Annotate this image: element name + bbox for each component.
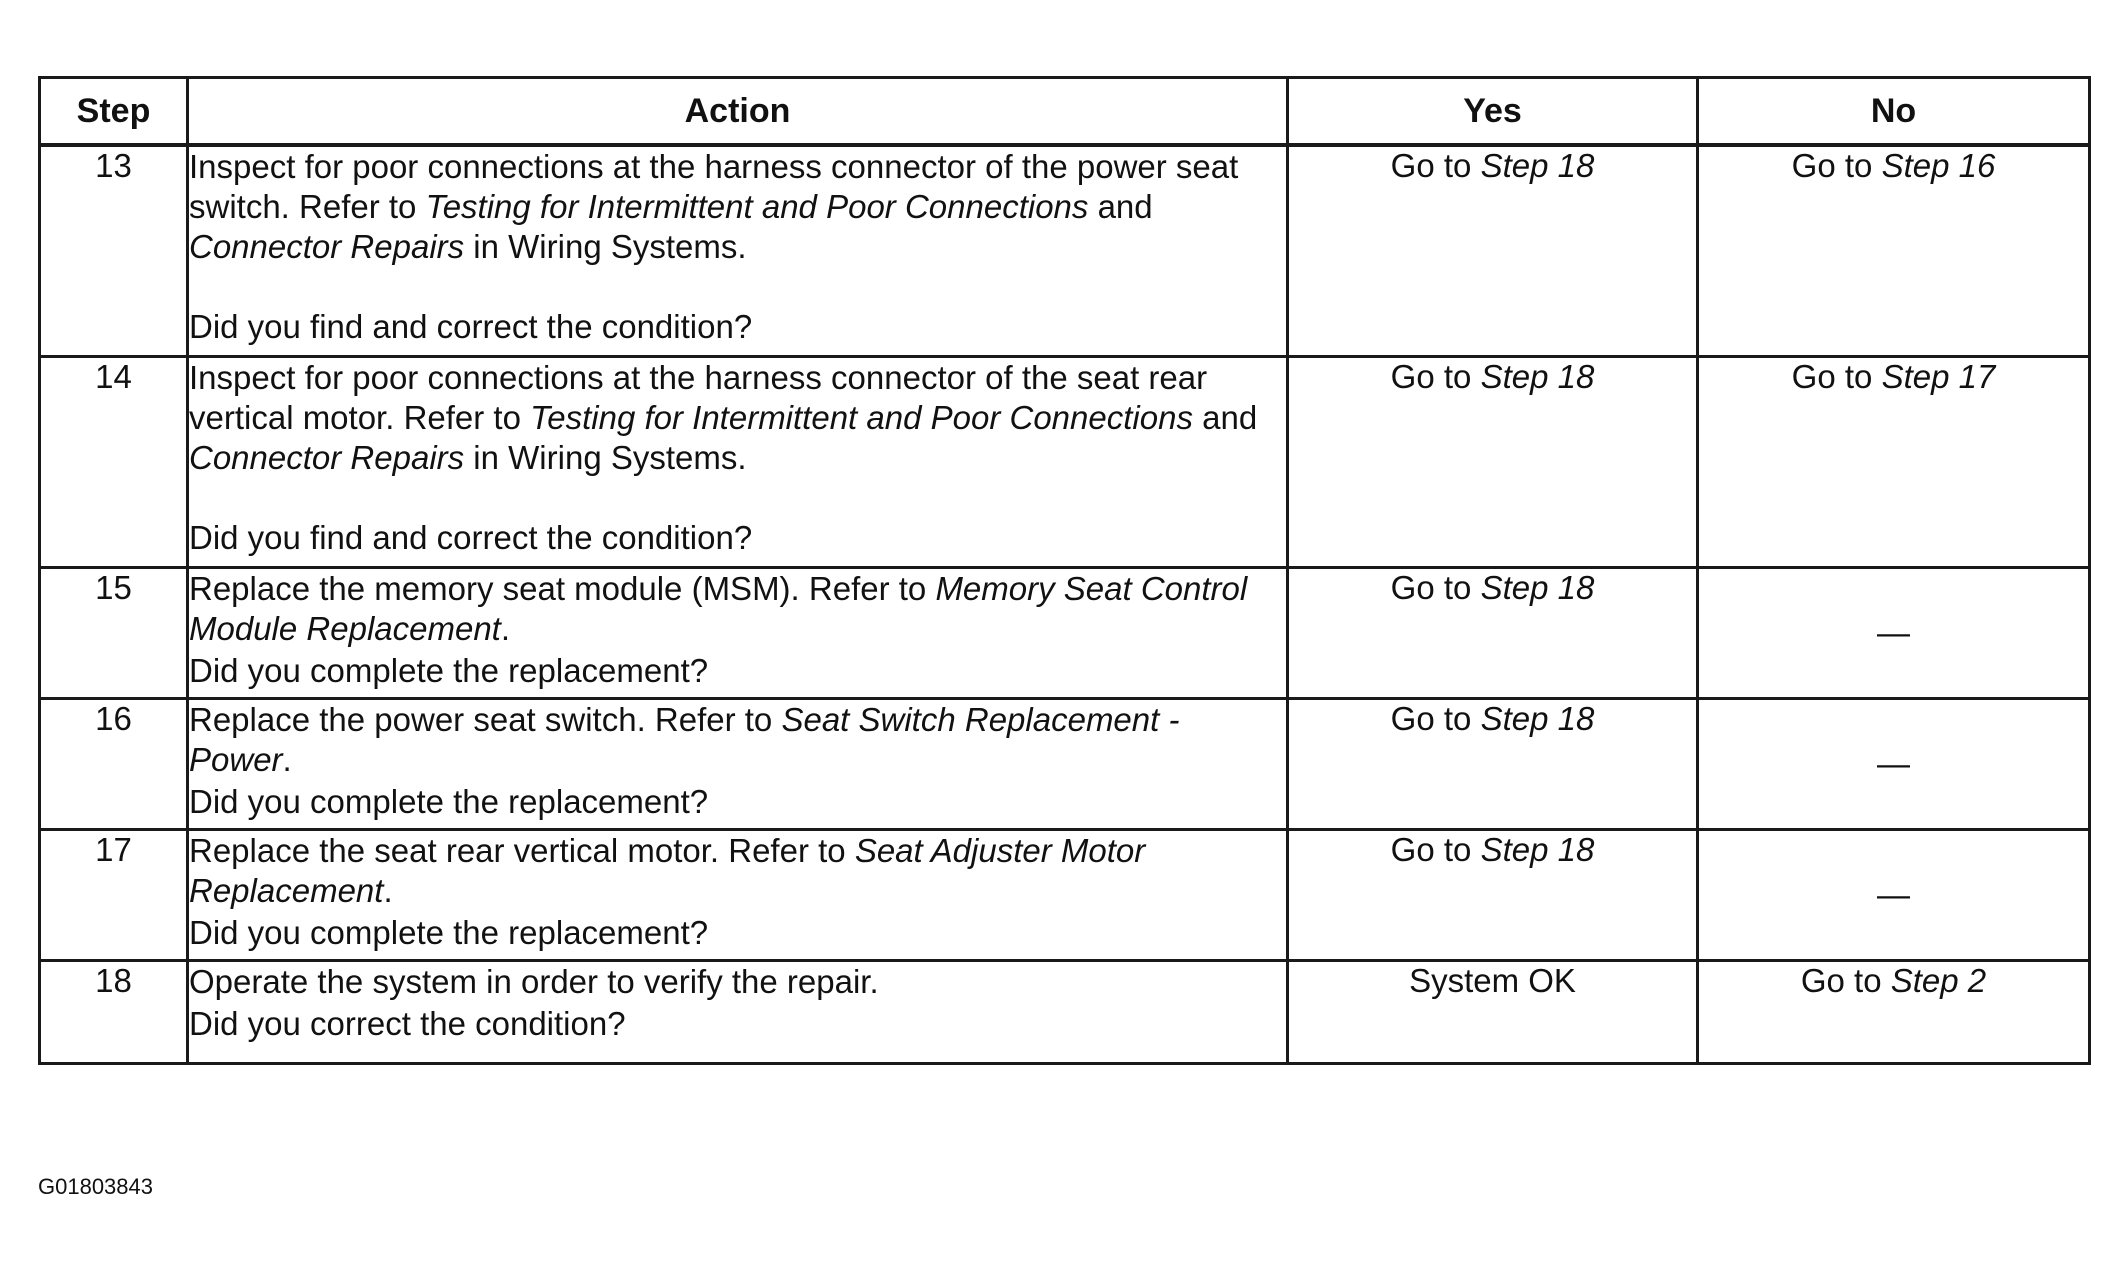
- table-row: [40, 830, 2090, 961]
- yes-step-link[interactable]: Step 18: [1480, 147, 1595, 184]
- instruction-text: Inspect for poor connections at the harness connector of the power seat switch. Refer to: [189, 148, 1239, 225]
- no-step-link[interactable]: Step 2: [1890, 962, 1987, 999]
- table-row: [40, 699, 2090, 830]
- reference-title: Connector Repairs: [189, 228, 465, 265]
- action-question: Did you find and correct the condition?: [189, 308, 753, 345]
- instruction-text: Replace the memory seat module (MSM). Refer to: [189, 570, 936, 607]
- step-number: 18: [40, 961, 188, 1064]
- action-instruction: [189, 700, 1286, 780]
- action-cell: [188, 830, 1288, 961]
- yes-goto-prefix: Go to: [1390, 147, 1481, 184]
- yes-cell: [1288, 568, 1698, 699]
- reference-title: Testing for Intermittent and Poor Connections: [425, 188, 1089, 225]
- no-result-dash: —: [1877, 745, 1910, 782]
- no-step-link[interactable]: Step 17: [1881, 358, 1996, 395]
- yes-cell: [1288, 961, 1698, 1064]
- action-question: Did you complete the replacement?: [189, 914, 709, 951]
- instruction-text: .: [282, 741, 292, 778]
- no-cell: [1698, 699, 2090, 830]
- action-question: Did you complete the replacement?: [189, 652, 709, 689]
- reference-title: Seat Adjuster Motor Replacement: [189, 832, 1146, 909]
- header-no: No: [1698, 78, 2090, 146]
- action-cell: [188, 145, 1288, 357]
- yes-cell: [1288, 830, 1698, 961]
- header-step: Step: [40, 78, 188, 146]
- diagnostic-table: [38, 76, 2091, 1065]
- action-question: Did you find and correct the condition?: [189, 519, 753, 556]
- yes-cell: [1288, 145, 1698, 357]
- table-row: [40, 568, 2090, 699]
- table-row: [40, 961, 2090, 1064]
- instruction-text: and: [1088, 188, 1153, 225]
- header-action: Action: [188, 78, 1288, 146]
- instruction-text: Replace the power seat switch. Refer to: [189, 701, 782, 738]
- header-yes: Yes: [1288, 78, 1698, 146]
- action-instruction: [189, 962, 1286, 1002]
- step-number: 14: [40, 357, 188, 568]
- no-cell: [1698, 830, 2090, 961]
- action-cell: [188, 961, 1288, 1064]
- action-cell: [188, 568, 1288, 699]
- yes-cell: [1288, 699, 1698, 830]
- spacer: [189, 267, 1286, 307]
- reference-title: Memory Seat Control Module Replacement: [189, 570, 1248, 647]
- no-cell: [1698, 568, 2090, 699]
- action-instruction: [189, 831, 1286, 911]
- yes-step-link[interactable]: Step 18: [1480, 831, 1595, 868]
- table-header-row: [40, 78, 2090, 146]
- table-row: [40, 357, 2090, 568]
- instruction-text: Inspect for poor connections at the harness connector of the seat rear vertical motor. Refer to: [189, 359, 1208, 436]
- step-number: 13: [40, 145, 188, 357]
- no-result-dash: —: [1877, 614, 1910, 651]
- yes-goto-prefix: Go to: [1390, 700, 1481, 737]
- yes-step-link[interactable]: Step 18: [1480, 700, 1595, 737]
- reference-title: Connector Repairs: [189, 439, 465, 476]
- instruction-text: in Wiring Systems.: [464, 228, 747, 265]
- instruction-text: and: [1192, 399, 1258, 436]
- yes-cell: [1288, 357, 1698, 568]
- action-question: Did you complete the replacement?: [189, 783, 709, 820]
- yes-goto-prefix: Go to: [1390, 831, 1481, 868]
- reference-title: Testing for Intermittent and Poor Connections: [530, 399, 1193, 436]
- no-step-link[interactable]: Step 16: [1881, 147, 1996, 184]
- yes-goto-prefix: Go to: [1390, 569, 1481, 606]
- instruction-text: in Wiring Systems.: [464, 439, 747, 476]
- yes-result: System OK: [1409, 962, 1576, 999]
- no-cell: [1698, 357, 2090, 568]
- instruction-text: .: [500, 610, 511, 647]
- step-number: 17: [40, 830, 188, 961]
- yes-goto-prefix: Go to: [1390, 358, 1481, 395]
- table-row: [40, 145, 2090, 357]
- instruction-text: Replace the seat rear vertical motor. Refer to: [189, 832, 855, 869]
- step-number: 16: [40, 699, 188, 830]
- diagnostic-table-container: [38, 76, 2088, 1065]
- action-question: Did you correct the condition?: [189, 1005, 626, 1042]
- yes-step-link[interactable]: Step 18: [1480, 358, 1595, 395]
- no-goto-prefix: Go to: [1791, 147, 1882, 184]
- action-cell: [188, 699, 1288, 830]
- spacer: [189, 478, 1286, 518]
- yes-step-link[interactable]: Step 18: [1480, 569, 1595, 606]
- instruction-text: .: [383, 872, 393, 909]
- action-instruction: [189, 147, 1286, 267]
- table-body: [40, 145, 2090, 1064]
- action-instruction: [189, 569, 1286, 649]
- instruction-text: Operate the system in order to verify the repair.: [189, 963, 879, 1000]
- no-cell: [1698, 961, 2090, 1064]
- reference-title: Seat Switch Replacement - Power: [189, 701, 1180, 778]
- no-goto-prefix: Go to: [1800, 962, 1891, 999]
- no-result-dash: —: [1877, 876, 1910, 913]
- action-instruction: [189, 358, 1286, 478]
- no-goto-prefix: Go to: [1791, 358, 1882, 395]
- step-number: 15: [40, 568, 188, 699]
- action-cell: [188, 357, 1288, 568]
- no-cell: [1698, 145, 2090, 357]
- figure-id: G01803843: [38, 1174, 153, 1199]
